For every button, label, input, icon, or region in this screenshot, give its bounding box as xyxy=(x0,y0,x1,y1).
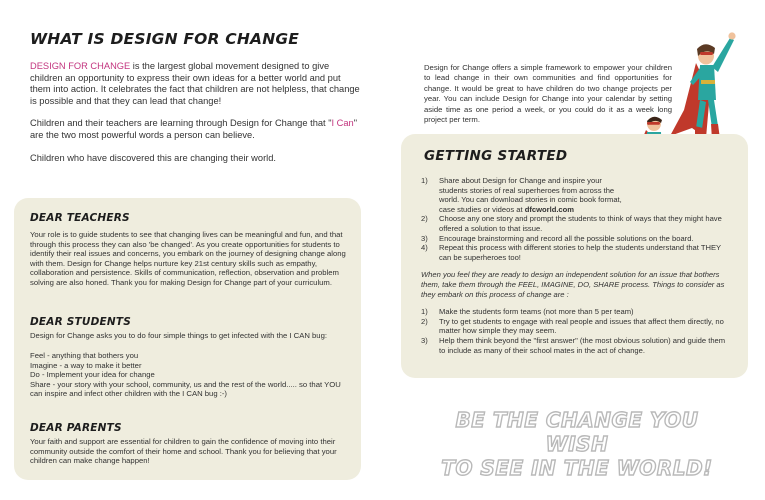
step-number: 2) xyxy=(421,214,428,224)
i-can-phrase: I Can xyxy=(331,118,354,129)
getting-started-panel xyxy=(401,134,748,378)
list-item xyxy=(421,336,733,355)
step-number: 4) xyxy=(421,243,428,253)
steps-list xyxy=(421,176,733,355)
slogan-line-1: BE THE CHANGE YOU WISH xyxy=(455,408,699,456)
step-text xyxy=(439,176,629,214)
intro-paragraph-3: Children who have discovered this are changing their world. xyxy=(30,152,276,163)
getting-started-heading: GETTING STARTED xyxy=(424,148,568,164)
list-item xyxy=(421,317,733,336)
intro-paragraph-2 xyxy=(30,118,360,141)
teachers-body: Your role is to guide students to see that changing lives can be meaningful and fun, and that through this process they can also 'be changed'. As you create opportunities for students to identify their real issues and concerns, you embark on the journey of designing change along with them. Design for Change helps nurture key 21st century skills such as empathy, collaboration and persistence. Skills of communication, reflection, observation and problem solving are also honed. Thank you for making Design for Change part of your curriculum. xyxy=(30,230,346,287)
intro-paragraph-1 xyxy=(30,61,360,107)
step-text: Help them think beyond the "first answer" (the most obvious solution) and guide them to include as many of their school mates in the act of change. xyxy=(439,335,726,355)
students-heading: DEAR STUDENTS xyxy=(30,316,132,328)
brand-name: DESIGN FOR CHANGE xyxy=(30,61,131,71)
list-item xyxy=(421,176,733,214)
intro-text-2a: Children and their teachers are learning through Design for Change that " xyxy=(30,118,332,129)
parents-body: Your faith and support are essential for children to gain the confidence of moving into their community outside the comfort of their home and school. Thank you for believing that your children can make change happen! xyxy=(30,437,337,466)
step-text: Repeat this process with different stories to help the students understand that THEY can be superheroes too! xyxy=(439,243,721,262)
list-item xyxy=(421,214,733,233)
intro-text-1: is the largest global movement designed to give children an opportunity to express their own ideas for a better world and put them into action. It celebrates the fact that children are not helpless, that change is possible and that they can lead that change! xyxy=(30,61,360,106)
step-text: Try to get students to engage with real people and issues that affect them directly, no matter how simple they may seem. xyxy=(439,316,724,336)
list-item: Imagine - a way to make it better xyxy=(30,360,142,370)
slogan-line-2: TO SEE IN THE WORLD! xyxy=(441,456,713,480)
students-list xyxy=(30,351,348,399)
students-intro: Design for Change asks you to do four simple things to get infected with the I CAN bug: xyxy=(30,331,327,340)
slogan xyxy=(432,408,722,480)
step-number: 3) xyxy=(421,335,428,345)
list-item: Share - your story with your school, community, us and the rest of the world..... so that YOU can inspire and infect other children with the I CAN bug :-) xyxy=(30,379,341,399)
list-item xyxy=(421,307,733,317)
process-note: When you feel they are ready to design an independent solution for an issue that bothers them, take them through the FEEL, IMAGINE, DO, SHARE process. Things to consider as they embark on this process of change are : xyxy=(421,270,725,299)
considerations-list xyxy=(421,307,733,355)
left-panel xyxy=(14,198,361,480)
step-number: 1) xyxy=(421,307,428,317)
list-item xyxy=(421,234,733,244)
intro-section xyxy=(30,61,360,175)
step-text-1: Share about Design for Change and inspire your students stories of real superheroes from across the world. You can download stories in comic book format, case studies or videos at xyxy=(439,176,622,214)
parents-heading: DEAR PARENTS xyxy=(30,422,122,434)
list-item: Do - Implement your idea for change xyxy=(30,370,155,380)
step-number: 3) xyxy=(421,233,428,243)
step-text: Make the students form teams (not more than 5 per team) xyxy=(439,307,634,317)
step-text: Choose any one story and prompt the students to think of ways that they might have offered a solution to that issue. xyxy=(439,214,722,233)
intro-text-2b: " are the two most powerful words a person can believe. xyxy=(30,118,358,140)
list-item: Feel - anything that bothers you xyxy=(30,351,139,360)
page-heading: WHAT IS DESIGN FOR CHANGE xyxy=(30,30,300,48)
list-item xyxy=(421,243,733,262)
step-text: Encourage brainstorming and record all the possible solutions on the board. xyxy=(439,233,694,243)
framework-paragraph: Design for Change offers a simple framework to empower your children to lead change in their own communities and find opportunities for change. It would be great to have children do two change projects per year. You can include Design for Change into your calendar by setting aside time as one period a week, or you could do it as a week long project per term. xyxy=(424,63,672,125)
step-number: 2) xyxy=(421,316,428,326)
teachers-heading: DEAR TEACHERS xyxy=(30,212,130,224)
website-link[interactable]: dfcworld.com xyxy=(524,204,575,214)
step-number: 1) xyxy=(421,176,428,185)
